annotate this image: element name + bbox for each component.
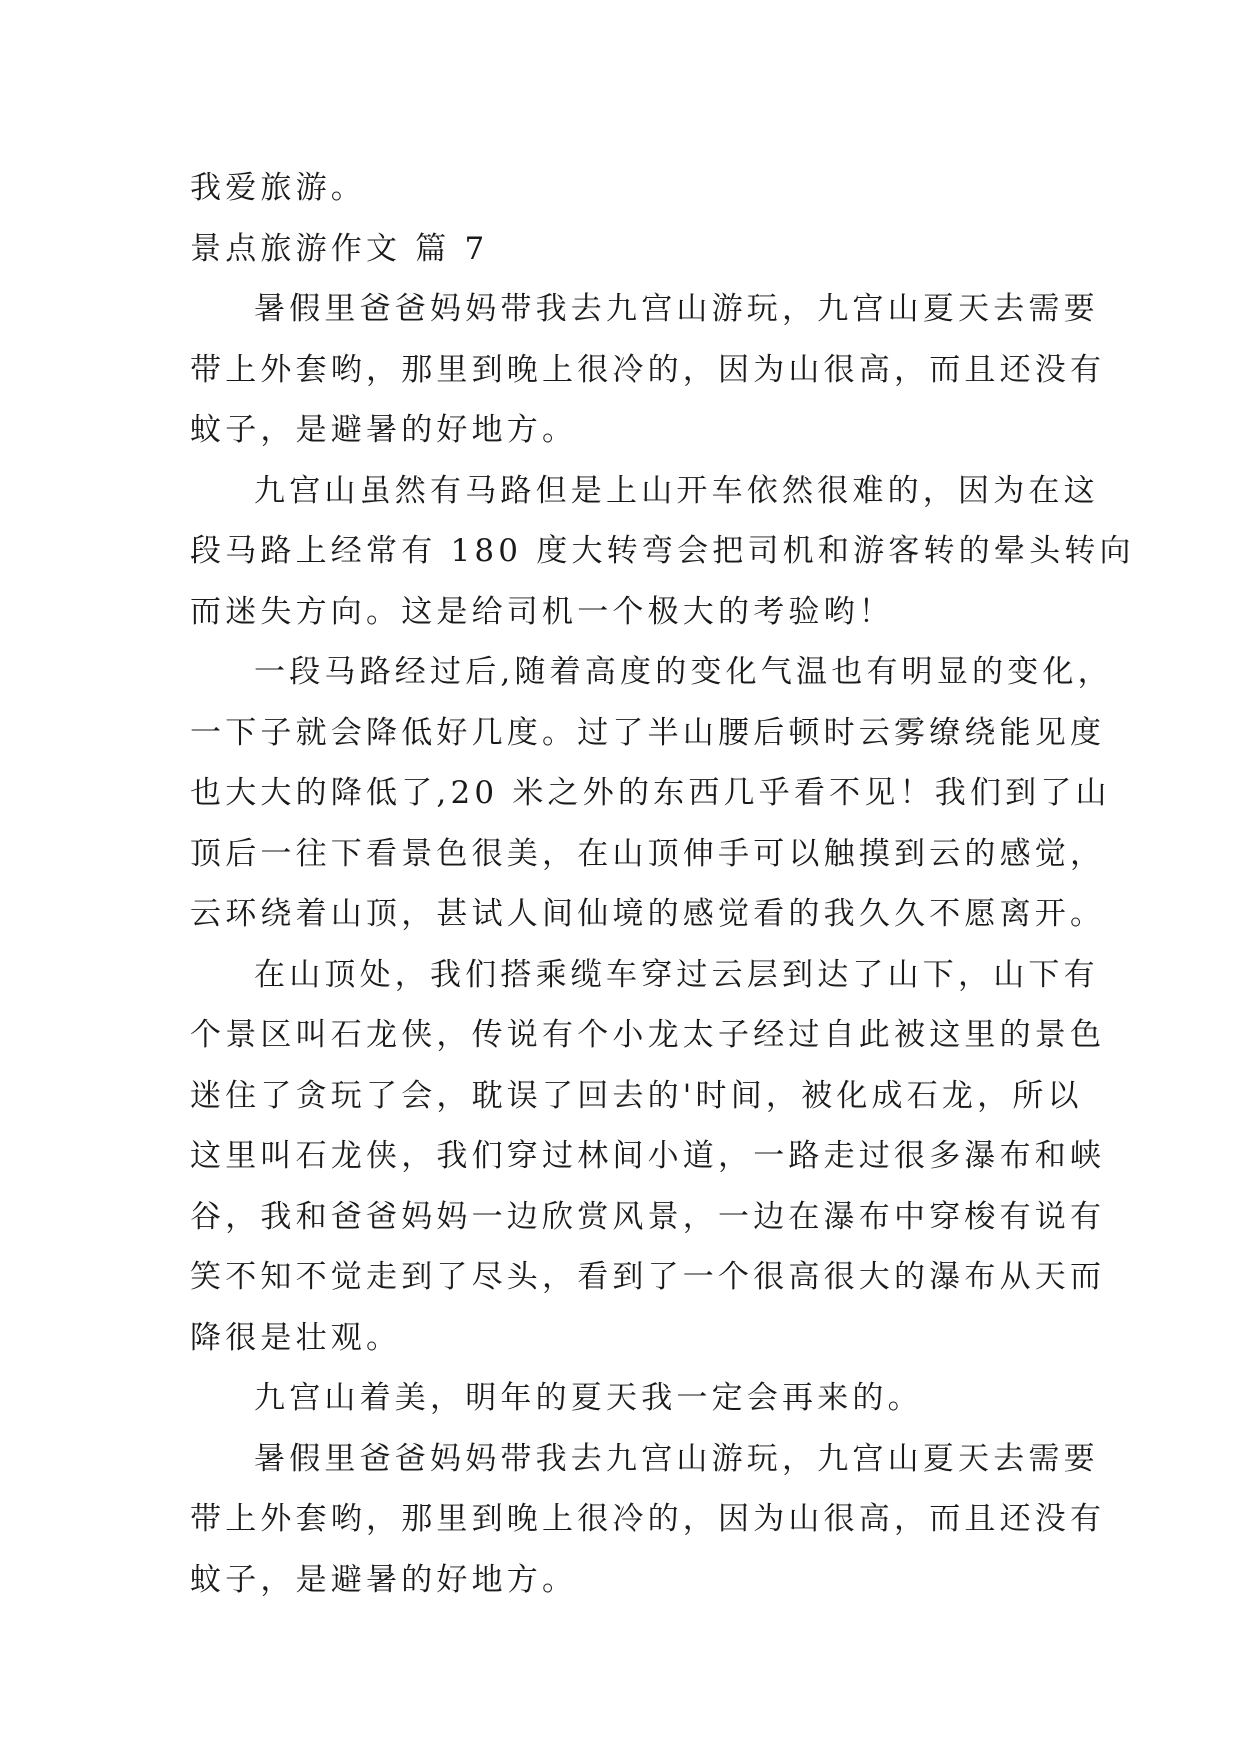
paragraph-line: 个景区叫石龙侠，传说有个小龙太子经过自此被这里的景色 [190, 1017, 1106, 1053]
paragraph-line: 谷，我和爸爸妈妈一边欣赏风景，一边在瀑布中穿梭有说有 [190, 1198, 1106, 1235]
paragraph-line: 蚊子，是避暑的好地方。 [190, 412, 578, 448]
section-heading: 景点旅游作文 篇 7 [190, 230, 489, 267]
paragraph-line: 笑不知不觉走到了尽头，看到了一个很高很大的瀑布从天而 [190, 1259, 1106, 1295]
paragraph-line: 在山顶处，我们搭乘缆车穿过云层到达了山下，山下有 [254, 956, 1099, 993]
paragraph-line: 顶后一往下看景色很美，在山顶伸手可以触摸到云的感觉， [190, 835, 1106, 872]
paragraph-line: 蚊子，是避暑的好地方。 [190, 1561, 578, 1598]
paragraph-line: 带上外套哟，那里到晚上很冷的，因为山很高，而且还没有 [190, 1501, 1106, 1537]
paragraph-line: 降很是壮观。 [190, 1319, 402, 1356]
paragraph-line: 暑假里爸爸妈妈带我去九宫山游玩，九宫山夏天去需要 [254, 1440, 1099, 1477]
paragraph-line: 九宫山虽然有马路但是上山开车依然很难的，因为在这 [254, 472, 1099, 509]
paragraph-line: 迷住了贪玩了会，耽误了回去的'时间，被化成石龙，所以 [190, 1077, 1083, 1114]
paragraph-line: 而迷失方向。这是给司机一个极大的考验哟！ [190, 593, 894, 630]
paragraph-line: 这里叫石龙侠，我们穿过林间小道，一路走过很多瀑布和峡 [190, 1138, 1106, 1174]
paragraph-line: 段马路上经常有 180 度大转弯会把司机和游客转的晕头转向 [190, 533, 1135, 569]
paragraph-line: 云环绕着山顶，甚试人间仙境的感觉看的我久久不愿离开。 [190, 896, 1106, 932]
paragraph-line: 暑假里爸爸妈妈带我去九宫山游玩，九宫山夏天去需要 [254, 291, 1099, 327]
document-page [190, 158, 1135, 1610]
paragraph-line: 一段马路经过后,随着高度的变化气温也有明显的变化， [254, 654, 1113, 690]
paragraph-line: 我爱旅游。 [190, 170, 366, 206]
paragraph-line: 带上外套哟，那里到晚上很冷的，因为山很高，而且还没有 [190, 351, 1106, 388]
paragraph-line: 也大大的降低了,20 米之外的东西几乎看不见！我们到了山 [190, 775, 1111, 811]
paragraph-line: 一下子就会降低好几度。过了半山腰后顿时云雾缭绕能见度 [190, 714, 1106, 751]
paragraph-line: 九宫山着美，明年的夏天我一定会再来的。 [254, 1380, 923, 1416]
